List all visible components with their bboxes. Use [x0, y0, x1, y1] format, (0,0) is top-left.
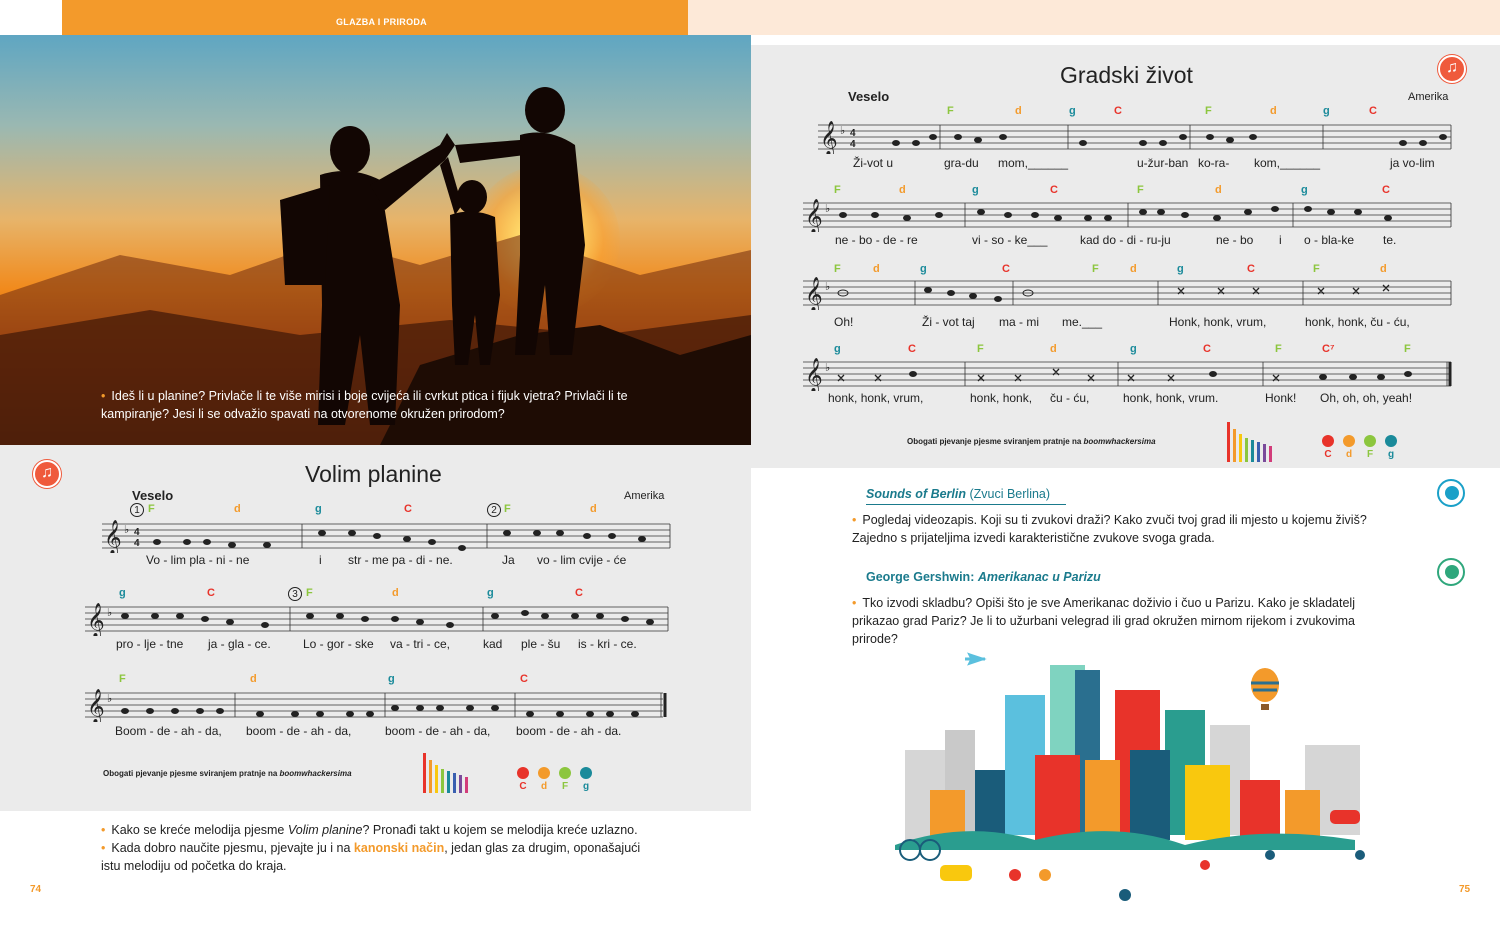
- city-illustration: [885, 650, 1375, 915]
- lyric-text: i: [1279, 233, 1282, 247]
- audio-listen-icon[interactable]: [1437, 558, 1465, 586]
- lyric-text: te.: [1383, 233, 1397, 247]
- lyric-text: Oh!: [834, 315, 854, 329]
- chord-label: F: [306, 587, 313, 599]
- chord-label: C: [575, 587, 583, 599]
- boomwhacker-dot: d: [1343, 435, 1355, 460]
- chord-label: C: [1247, 263, 1255, 275]
- svg-text:4: 4: [850, 139, 856, 150]
- chord-label: C: [1002, 263, 1010, 275]
- chord-label: F: [947, 105, 954, 117]
- staff-row-l3: [85, 688, 670, 722]
- boomwhacker-dot: g: [580, 767, 592, 792]
- boomwhacker-dot: C: [517, 767, 529, 792]
- boomwhacker-dot: F: [559, 767, 571, 792]
- lyric-text: Oh, oh, oh, yeah!: [1320, 391, 1413, 405]
- svg-text:𝄞: 𝄞: [87, 604, 105, 636]
- chord-label: d: [590, 503, 597, 515]
- origin-label: Amerika: [624, 490, 665, 502]
- divider: [866, 504, 1066, 505]
- lyric-text: vi - so - ke___: [972, 233, 1048, 247]
- song-title-volim: Volim planine: [305, 461, 442, 487]
- staff-row-3: [803, 276, 1453, 310]
- boomwhacker-dot: g: [1385, 435, 1397, 460]
- photo-question: • Ideš li u planine? Privlače li te više mirisi i boje cvijeća ili cvrkut ptica i fijuk vjetra? Privlači li te kampiranje? Jesi li se odvažio spavati na otvorenome okružen prirodom?: [101, 389, 628, 421]
- lyric-text: i: [319, 553, 322, 567]
- video-play-icon[interactable]: [1437, 479, 1465, 507]
- lyric-text: Boom - de - ah - da,: [115, 724, 222, 738]
- tempo-label: Veselo: [848, 89, 890, 104]
- svg-text:4: 4: [134, 527, 140, 538]
- chord-label: C: [1382, 184, 1390, 196]
- chord-label: g: [1323, 105, 1330, 117]
- lyric-text: honk, honk, vrum,: [828, 391, 924, 405]
- chord-label: C: [1369, 105, 1377, 117]
- lyric-text: ja vo-lim: [1390, 156, 1435, 170]
- measure-number: 2: [487, 503, 501, 517]
- chord-label: g: [315, 503, 322, 515]
- boomwhacker-colors-right: [1322, 435, 1397, 460]
- section-label: GLAZBA I PRIRODA: [336, 17, 427, 27]
- svg-text:4: 4: [850, 128, 856, 139]
- lyric-text: pro - lje - tne: [116, 637, 184, 651]
- lyric-text: kom,______: [1254, 156, 1321, 170]
- chord-label: d: [873, 263, 880, 275]
- chord-label: d: [1270, 105, 1277, 117]
- chord-label: F: [1404, 343, 1411, 355]
- chord-label: d: [1050, 343, 1057, 355]
- question-1: • Kako se kreće melodija pjesme Volim planine? Pronađi takt u kojem se melodija kreće uzlazno.: [101, 823, 638, 837]
- resource-2-text: • Tko izvodi skladbu? Opiši što je sve Amerikanac doživio i čuo u Parizu. Kako je skladatelj prikazao grad Pariz? Je li to užurbani velegrad ili grad okružen mirnom rijekom i zvukovima prirode?: [852, 596, 1355, 646]
- lyric-text: Vo - lim pla - ni - ne: [146, 553, 250, 567]
- chord-label: C: [1203, 343, 1211, 355]
- lyric-text: ko-ra-: [1198, 156, 1230, 170]
- chord-label: g: [487, 587, 494, 599]
- svg-text:4: 4: [134, 538, 140, 549]
- staff-row-l1: [102, 519, 672, 553]
- chord-label: C: [1050, 184, 1058, 196]
- svg-text:♭: ♭: [840, 125, 846, 137]
- chord-label: C: [404, 503, 412, 515]
- svg-text:♭: ♭: [124, 524, 130, 536]
- lyric-text: va - tri - ce,: [390, 637, 451, 651]
- lyric-text: kad do - di - ru-ju: [1080, 233, 1171, 247]
- chord-label: g: [920, 263, 927, 275]
- boomwhacker-instruction: Obogati pjevanje pjesme sviranjem pratnje na boomwhackersima: [103, 769, 352, 778]
- chord-label: F: [834, 263, 841, 275]
- lyric-text: Ja: [502, 553, 515, 567]
- lyric-text: str - me pa - di - ne.: [348, 553, 453, 567]
- boomwhacker-colors-left: [517, 767, 592, 792]
- chord-label: g: [388, 673, 395, 685]
- boomwhacker-instruction: Obogati pjevanje pjesme sviranjem pratnje na boomwhackersima: [907, 437, 1156, 446]
- lyric-text: o - bla-ke: [1304, 233, 1355, 247]
- lyric-text: ne - bo - de - re: [835, 233, 918, 247]
- chord-label: d: [1380, 263, 1387, 275]
- hot-air-balloon: [1251, 668, 1279, 710]
- chord-label: d: [234, 503, 241, 515]
- chord-label: d: [899, 184, 906, 196]
- chord-label: C: [520, 673, 528, 685]
- lyric-text: u-žur-ban: [1137, 156, 1189, 170]
- chord-label: g: [1177, 263, 1184, 275]
- lyric-text: ja - gla - ce.: [208, 637, 271, 651]
- chord-label: F: [1205, 105, 1212, 117]
- lyric-text: ple - šu: [521, 637, 561, 651]
- lyric-text: vo - lim cvije - će: [537, 553, 627, 567]
- staff-row-l2: [85, 602, 670, 636]
- lyric-text: honk, honk, ču - ću,: [1305, 315, 1410, 329]
- measure-number: 1: [130, 503, 144, 517]
- boomwhacker-dot: d: [538, 767, 550, 792]
- staff-row-1: [818, 120, 1453, 154]
- chord-label: d: [1015, 105, 1022, 117]
- silhouettes: [0, 35, 751, 445]
- lyric-text: Honk!: [1265, 391, 1297, 405]
- sunset-family-photo: [0, 35, 751, 445]
- chord-label: g: [1069, 105, 1076, 117]
- lyric-text: ne - bo: [1216, 233, 1254, 247]
- svg-text:♭: ♭: [107, 693, 113, 705]
- svg-text:♭: ♭: [107, 607, 113, 619]
- chord-label: F: [504, 503, 511, 515]
- lyric-text: Lo - gor - ske: [303, 637, 374, 651]
- chord-label: C: [908, 343, 916, 355]
- origin-label: Amerika: [1408, 91, 1449, 103]
- song-title-gradski: Gradski život: [1060, 62, 1193, 88]
- bottom-questions: [101, 821, 661, 875]
- chord-label: g: [834, 343, 841, 355]
- tempo-label: Veselo: [132, 488, 174, 503]
- chord-label: F: [1092, 263, 1099, 275]
- lyric-text: honk, honk, vrum.: [1123, 391, 1219, 405]
- chord-label: F: [834, 184, 841, 196]
- lyric-text: Ži-vot u: [853, 156, 894, 170]
- chord-label: g: [1301, 184, 1308, 196]
- chord-label: F: [1275, 343, 1282, 355]
- lyric-text: ču - ću,: [1050, 391, 1090, 405]
- chord-label: C: [1114, 105, 1122, 117]
- music-note-icon[interactable]: [33, 460, 61, 488]
- resource-1-text: • Pogledaj videozapis. Koji su ti zvukovi draži? Kako zvuči tvoj grad ili mjesto u kojemu živiš? Zajedno s prijateljima izvedi karakteristične zvukove svoga grada.: [852, 513, 1367, 545]
- svg-text:𝄞: 𝄞: [805, 278, 823, 310]
- svg-text:𝄞: 𝄞: [87, 690, 105, 722]
- lyric-text: kad: [483, 637, 503, 651]
- chord-label: d: [1215, 184, 1222, 196]
- lyric-text: ma - mi: [999, 315, 1039, 329]
- svg-text:♭: ♭: [825, 203, 831, 215]
- boomwhacker-dot: C: [1322, 435, 1334, 460]
- chord-label: d: [1130, 263, 1137, 275]
- lyric-text: gra-du: [944, 156, 979, 170]
- chord-label: F: [1313, 263, 1320, 275]
- lyric-text: me.___: [1062, 315, 1103, 329]
- svg-text:𝄞: 𝄞: [805, 359, 823, 391]
- chord-label: d: [250, 673, 257, 685]
- chord-label: C: [207, 587, 215, 599]
- chord-label: g: [1130, 343, 1137, 355]
- staff-row-4: [803, 357, 1453, 391]
- header-band-right: [688, 0, 1500, 35]
- svg-text:♭: ♭: [825, 281, 831, 293]
- lyric-text: Ži - vot taj: [922, 315, 975, 329]
- chord-label: g: [119, 587, 126, 599]
- chord-label: C⁷: [1322, 343, 1335, 355]
- boomwhacker-dot: F: [1364, 435, 1376, 460]
- question-2: • Kada dobro naučite pjesmu, pjevajte ju i na kanonski način, jedan glas za drugim, oponašajući istu melodiju od početka do kraja.: [101, 841, 641, 873]
- chord-label: F: [1137, 184, 1144, 196]
- music-note-icon[interactable]: [1438, 55, 1466, 83]
- resource-2-title[interactable]: George Gershwin: Amerikanac u Parizu: [866, 570, 1101, 584]
- boomwhacker-bars-icon: [423, 753, 468, 793]
- chord-label: g: [972, 184, 979, 196]
- lyric-text: mom,______: [998, 156, 1069, 170]
- svg-text:♭: ♭: [825, 362, 831, 374]
- page-number-left: 74: [30, 884, 42, 895]
- svg-text:𝄞: 𝄞: [104, 521, 122, 553]
- svg-text:𝄞: 𝄞: [805, 200, 823, 232]
- svg-text:𝄞: 𝄞: [820, 122, 838, 154]
- page-number-right: 75: [1459, 884, 1471, 895]
- measure-number: 3: [288, 587, 302, 601]
- boomwhacker-bars-icon: [1227, 422, 1272, 462]
- resource-1-title[interactable]: Sounds of Berlin (Zvuci Berlina): [866, 487, 1051, 501]
- chord-label: d: [392, 587, 399, 599]
- chord-label: F: [977, 343, 984, 355]
- chord-label: F: [119, 673, 126, 685]
- staff-row-2: [803, 198, 1453, 232]
- lyric-text: boom - de - ah - da,: [385, 724, 491, 738]
- lyric-text: honk, honk,: [970, 391, 1033, 405]
- lyric-text: boom - de - ah - da.: [516, 724, 622, 738]
- lyric-text: Honk, honk, vrum,: [1169, 315, 1267, 329]
- lyric-text: is - kri - ce.: [578, 637, 637, 651]
- lyric-text: boom - de - ah - da,: [246, 724, 352, 738]
- chord-label: F: [148, 503, 155, 515]
